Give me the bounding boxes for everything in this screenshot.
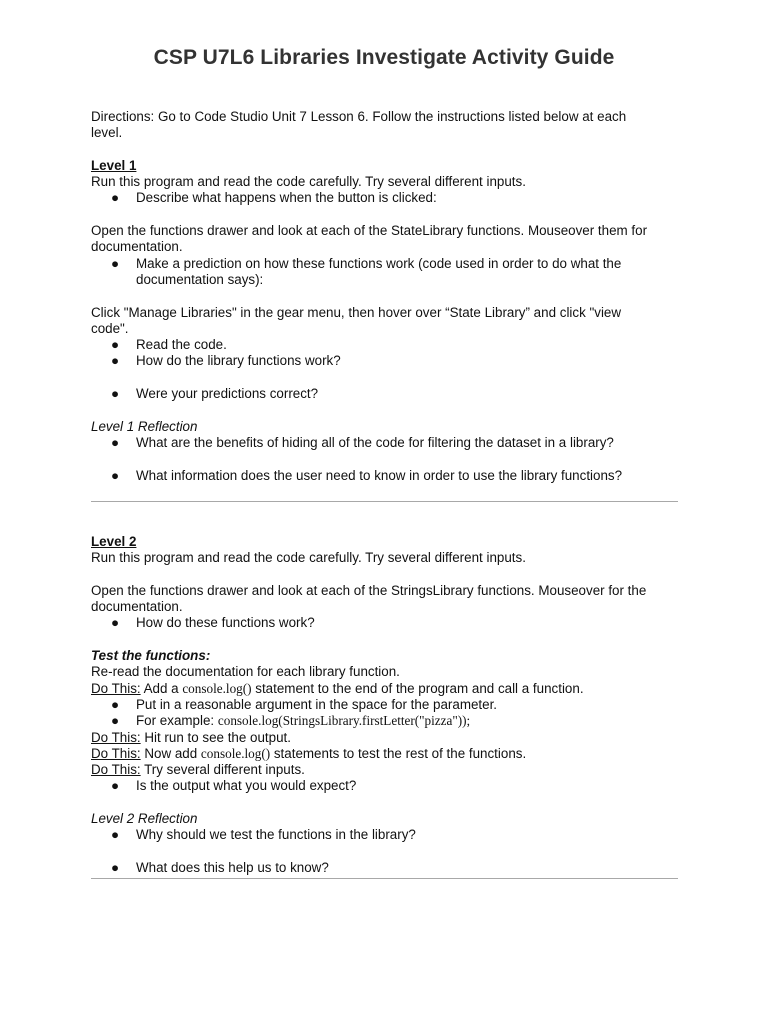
level1-section	[91, 109, 681, 484]
do-this-3: Do This: Now add console.log() statements to test the rest of the functions.	[91, 745, 527, 761]
bullet-icon: ●	[111, 827, 120, 843]
level2-open-line-1: Open the functions drawer and look at each of the StringsLibrary functions. Mouseover for the	[91, 582, 647, 598]
level2-reflection-heading: Level 2 Reflection	[91, 811, 198, 827]
level1-open-line-2: documentation.	[91, 239, 183, 255]
bullet-icon: ●	[111, 713, 120, 729]
level1-heading: Level 1	[91, 157, 137, 173]
bullet-prediction-line-1: Make a prediction on how these functions work (code used in order to do what the	[136, 255, 622, 271]
list-item	[91, 190, 681, 206]
bullet-predictions-correct: Were your predictions correct?	[136, 386, 319, 402]
do-this-label: Do This:	[91, 680, 141, 696]
level2-open-line-2: documentation.	[91, 599, 183, 615]
section-divider	[91, 878, 678, 879]
page-title: CSP U7L6 Libraries Investigate Activity Guide	[153, 46, 615, 69]
do-this-label: Do This:	[91, 745, 141, 761]
level1-click-line-1: Click "Manage Libraries" in the gear menu, then hover over “State Library” and click "view	[91, 304, 622, 320]
list-item	[91, 827, 681, 843]
code-snippet: console.log()	[182, 680, 252, 696]
bullet-how: How do the library functions work?	[136, 353, 341, 369]
bullet-icon: ●	[111, 353, 120, 369]
section-divider	[91, 501, 678, 502]
list-item: ● For example: console.log(StringsLibrary.firstLetter("pizza"));	[111, 713, 471, 729]
bullet-icon: ●	[111, 696, 120, 712]
reflection-q2: What information does the user need to know in order to use the library functions?	[136, 467, 623, 483]
list-item	[91, 778, 681, 794]
level1-run-text: Run this program and read the code carefully. Try several different inputs.	[91, 174, 526, 190]
list-item	[91, 468, 681, 484]
bullet-describe: Describe what happens when the button is clicked:	[136, 190, 437, 206]
list-item	[91, 435, 681, 451]
list-item	[91, 386, 681, 402]
bullet-icon: ●	[111, 467, 120, 483]
level2-heading: Level 2	[91, 534, 137, 549]
bullet-read: Read the code.	[136, 337, 227, 353]
bullet-icon: ●	[111, 615, 120, 631]
level1-reflection-heading: Level 1 Reflection	[91, 418, 198, 434]
reflection-q1-level2: Why should we test the functions in the library?	[136, 827, 416, 843]
level2-section	[91, 534, 681, 876]
code-snippet: console.log()	[200, 745, 271, 761]
code-snippet: console.log(StringsLibrary.firstLetter("pizza"));	[217, 713, 471, 729]
test-heading: Test the functions:	[91, 648, 211, 664]
level2-run-text: Run this program and read the code carefully. Try several different inputs.	[91, 550, 526, 566]
list-item	[91, 697, 681, 713]
do-this-2: Do This: Hit run to see the output.	[91, 729, 291, 745]
bullet-icon: ●	[111, 255, 120, 271]
bullet-icon: ●	[111, 778, 120, 794]
list-item	[91, 860, 681, 876]
do-this-1: Do This: Add a console.log() statement to the end of the program and call a function.	[91, 680, 584, 696]
bullet-icon: ●	[111, 859, 120, 875]
level1-click-line-2: code".	[91, 320, 129, 336]
bullet-icon: ●	[111, 337, 120, 353]
directions-line-1: Directions: Go to Code Studio Unit 7 Lesson 6. Follow the instructions listed below at each	[91, 109, 627, 124]
bullet-how-level2: How do these functions work?	[136, 615, 315, 631]
bullet-expect: Is the output what you would expect?	[136, 778, 357, 794]
list-item	[91, 337, 681, 353]
reflection-q2-level2: What does this help us to know?	[136, 859, 329, 875]
level1-open-line-1: Open the functions drawer and look at each of the StateLibrary functions. Mouseover them for	[91, 223, 648, 239]
bullet-icon: ●	[111, 386, 120, 402]
do-this-label: Do This:	[91, 729, 141, 745]
do-this-label: Do This:	[91, 762, 141, 778]
list-item	[91, 615, 681, 631]
reread-text: Re-read the documentation for each library function.	[91, 664, 400, 680]
do-this-4: Do This: Try several different inputs.	[91, 762, 305, 778]
list-item	[91, 256, 681, 289]
directions-line-2: level.	[91, 125, 123, 141]
bullet-reasonable: Put in a reasonable argument in the space for the parameter.	[136, 696, 498, 712]
list-item	[91, 353, 681, 369]
reflection-q1: What are the benefits of hiding all of the code for filtering the dataset in a library?	[136, 434, 614, 450]
bullet-prediction-line-2: documentation says):	[136, 271, 264, 287]
bullet-icon: ●	[111, 190, 120, 206]
bullet-icon: ●	[111, 434, 120, 450]
